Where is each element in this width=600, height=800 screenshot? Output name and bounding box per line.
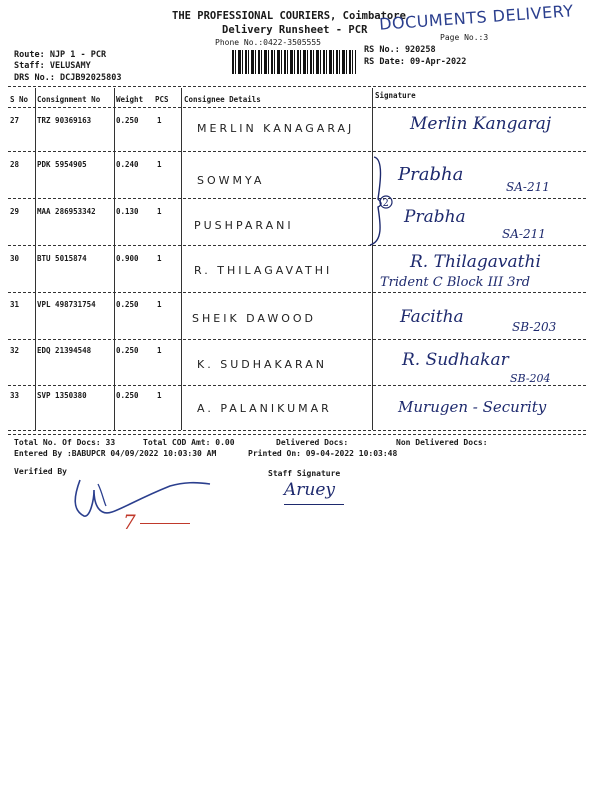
row-consignee: K. SUDHAKARAN <box>197 358 328 371</box>
row-consignee: PUSHPARANI <box>194 219 294 232</box>
rs-number: RS No.: 920258 <box>364 45 436 55</box>
documents-delivery-stamp: DOCUMENTS DELIVERY <box>378 1 575 34</box>
drs-number: DRS No.: DCJB92025803 <box>14 73 122 83</box>
col-consignee: Consignee Details <box>184 95 261 104</box>
row-note: Trident C Block III 3rd <box>380 275 531 290</box>
table-top-rule <box>8 86 586 87</box>
row-note: SB-204 <box>510 372 551 385</box>
row-rule <box>8 339 586 340</box>
red-underline <box>140 523 190 524</box>
row-pcs: 1 <box>157 116 162 125</box>
row-signature: Prabha <box>404 207 466 227</box>
row-note: SA-211 <box>502 227 546 241</box>
entered-by: Entered By :BABUPCR 04/09/2022 10:03:30 AM <box>14 449 217 458</box>
bracket-number: 2 <box>382 198 389 209</box>
route: Route: NJP 1 - PCR <box>14 50 107 60</box>
row-consignment: VPL 498731754 <box>37 300 96 309</box>
row-weight: 0.250 <box>116 116 139 125</box>
col-consignment: Consignment No <box>37 95 101 104</box>
table-bottom-rule <box>8 430 586 431</box>
row-rule <box>8 292 586 293</box>
table-bottom-rule-2 <box>8 434 586 435</box>
row-sno: 27 <box>10 116 20 125</box>
row-weight: 0.130 <box>116 207 139 216</box>
non-delivered-docs: Non Delivered Docs: <box>396 438 488 447</box>
delivered-docs: Delivered Docs: <box>276 438 349 447</box>
row-sno: 31 <box>10 300 20 309</box>
col-sno: S No <box>10 95 29 104</box>
row-consignment: TRZ 90369163 <box>37 116 92 125</box>
row-consignee: SOWMYA <box>197 174 265 187</box>
row-signature: R. Sudhakar <box>402 350 509 370</box>
row-weight: 0.240 <box>116 160 139 169</box>
row-note: SB-203 <box>512 320 557 334</box>
row-consignee: MERLIN KANAGARAJ <box>197 122 355 135</box>
staff-signature: Aruey <box>284 480 336 500</box>
col-weight: Weight <box>116 95 144 104</box>
row-pcs: 1 <box>157 160 162 169</box>
rs-date: RS Date: 09-Apr-2022 <box>364 57 467 67</box>
row-rule <box>8 385 586 386</box>
row-consignment: EDQ 21394548 <box>37 346 92 355</box>
row-sno: 33 <box>10 391 20 400</box>
row-pcs: 1 <box>157 346 162 355</box>
row-weight: 0.250 <box>116 391 139 400</box>
row-sno: 30 <box>10 254 20 263</box>
bracket-mark <box>360 155 400 247</box>
row-weight: 0.250 <box>116 300 139 309</box>
row-pcs: 1 <box>157 207 162 216</box>
row-pcs: 1 <box>157 254 162 263</box>
phone-number: Phone No.:0422-3505555 <box>215 38 321 47</box>
row-sno: 32 <box>10 346 20 355</box>
row-note: SA-211 <box>506 180 550 194</box>
row-pcs: 1 <box>157 300 162 309</box>
col-pcs: PCS <box>155 95 169 104</box>
barcode <box>232 50 356 74</box>
verifier-signature <box>60 470 220 530</box>
row-consignment: BTU 5015874 <box>37 254 87 263</box>
row-consignee: A. PALANIKUMAR <box>197 402 332 415</box>
row-rule <box>8 198 586 199</box>
row-weight: 0.250 <box>116 346 139 355</box>
row-signature: R. Thilagavathi <box>410 252 541 272</box>
staff-signature-underline <box>284 504 344 505</box>
row-rule <box>8 245 586 246</box>
row-signature: Facitha <box>400 307 464 327</box>
row-consignee: SHEIK DAWOOD <box>192 312 317 325</box>
handwritten-number: 7 <box>123 510 136 534</box>
row-signature: Prabha <box>398 164 464 185</box>
staff-signature-label: Staff Signature <box>268 469 341 478</box>
row-pcs: 1 <box>157 391 162 400</box>
total-docs: Total No. Of Docs: 33 <box>14 438 116 447</box>
row-signature: Merlin Kangaraj <box>410 114 552 134</box>
col-rule <box>35 88 36 430</box>
row-consignment: PDK 5954905 <box>37 160 87 169</box>
row-weight: 0.900 <box>116 254 139 263</box>
row-signature: Murugen - Security <box>398 398 547 416</box>
runsheet-title: Delivery Runsheet - PCR <box>222 24 368 36</box>
col-rule <box>372 88 373 430</box>
col-signature: Signature <box>375 91 416 100</box>
col-rule <box>181 88 182 430</box>
staff: Staff: VELUSAMY <box>14 61 91 71</box>
header-bottom-rule <box>8 107 586 108</box>
row-rule <box>8 151 586 152</box>
row-consignment: MAA 286953342 <box>37 207 96 216</box>
row-consignment: SVP 1350380 <box>37 391 87 400</box>
verified-by-label: Verified By <box>14 467 67 476</box>
row-sno: 28 <box>10 160 20 169</box>
col-rule <box>114 88 115 430</box>
company-title: THE PROFESSIONAL COURIERS, Coimbatore <box>172 10 406 22</box>
total-cod: Total COD Amt: 0.00 <box>143 438 235 447</box>
printed-on: Printed On: 09-04-2022 10:03:48 <box>248 449 398 458</box>
row-sno: 29 <box>10 207 20 216</box>
row-consignee: R. THILAGAVATHI <box>194 264 333 277</box>
page-number: Page No.:3 <box>440 33 489 42</box>
